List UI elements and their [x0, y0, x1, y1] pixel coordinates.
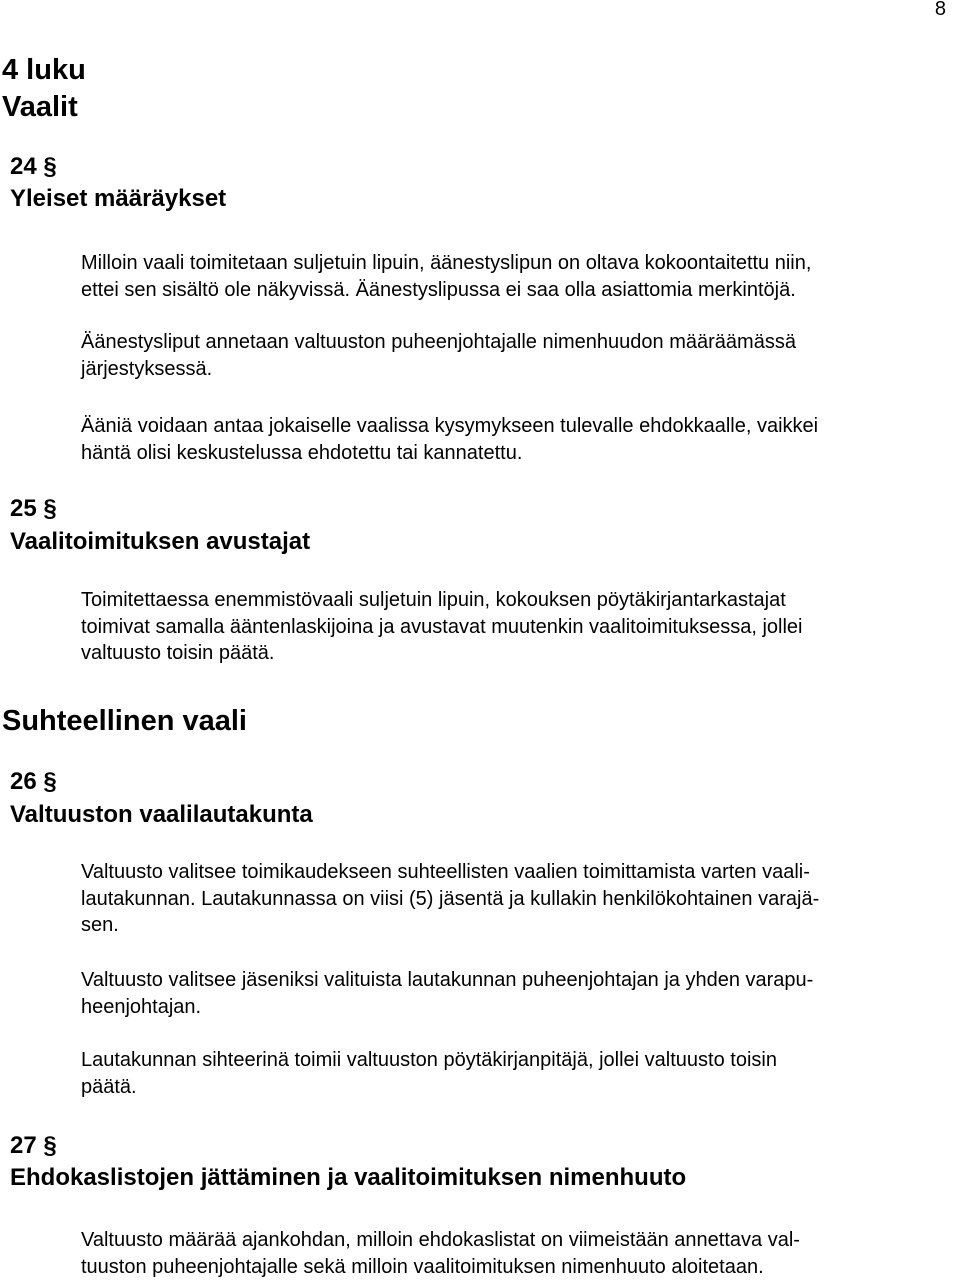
section-26-paragraph-3: Lautakunnan sihteerinä toimii valtuuston pöytäkirjanpitäjä, jollei valtuusto toisin päätä.	[81, 1049, 777, 1098]
section-27-paragraph-1: Valtuusto määrää ajankohdan, milloin ehdokaslistat on viimeistään annettava val- tuuston puheenjohtajalle sekä milloin vaalitoimituksen nimenhuuto aloitetaan.	[81, 1229, 800, 1278]
section-24-number: 24 §	[10, 153, 57, 180]
section-24-paragraph-1: Milloin vaali toimitetaan suljetuin lipuin, äänestyslipun on oltava kokoontaitettu niin, ettei sen sisältö ole näkyvissä. Äänestyslipussa ei saa olla asiattomia merkintöjä.	[81, 252, 812, 301]
section-24-title: Yleiset määräykset	[10, 185, 227, 212]
section-26-paragraph-1: Valtuusto valitsee toimikaudekseen suhteellisten vaalien toimittamista varten vaali- lautakunnan. Lautakunnassa on viisi (5) jäsentä ja kullakin henkilökohtainen varajä- sen.	[81, 861, 820, 936]
section-25-paragraph-1: Toimitettaessa enemmistövaali suljetuin lipuin, kokouksen pöytäkirjantarkastajat toimivat samalla ääntenlaskijoina ja avustavat muutenkin vaalitoimituksessa, jollei valtuusto toisin päätä.	[81, 589, 803, 664]
section-26-paragraph-2: Valtuusto valitsee jäseniksi valituista lautakunnan puheenjohtajan ja yhden varapu- heenjohtajan.	[81, 969, 814, 1018]
chapter-heading	[2, 52, 86, 126]
section-25-number: 25 §	[10, 495, 57, 522]
section-27-title: Ehdokaslistojen jättäminen ja vaalitoimituksen nimenhuuto	[10, 1164, 687, 1191]
section-27-number: 27 §	[10, 1132, 57, 1159]
section-24-paragraph-2: Äänestysliput annetaan valtuuston puheenjohtajalle nimenhuudon määräämässä järjestyksessä.	[81, 331, 796, 380]
part-title: Suhteellinen vaali	[2, 705, 247, 737]
section-24-paragraph-3: Ääniä voidaan antaa jokaiselle vaalissa kysymykseen tulevalle ehdokkaalle, vaikkei häntä olisi keskustelussa ehdotettu tai kannatettu.	[81, 415, 819, 464]
section-25-title: Vaalitoimituksen avustajat	[10, 528, 311, 555]
chapter-title: Vaalit	[2, 91, 78, 123]
chapter-number: 4 luku	[2, 54, 86, 86]
section-26-title: Valtuuston vaalilautakunta	[10, 801, 313, 828]
section-26-number: 26 §	[10, 768, 57, 795]
page-number: 8	[934, 0, 946, 20]
